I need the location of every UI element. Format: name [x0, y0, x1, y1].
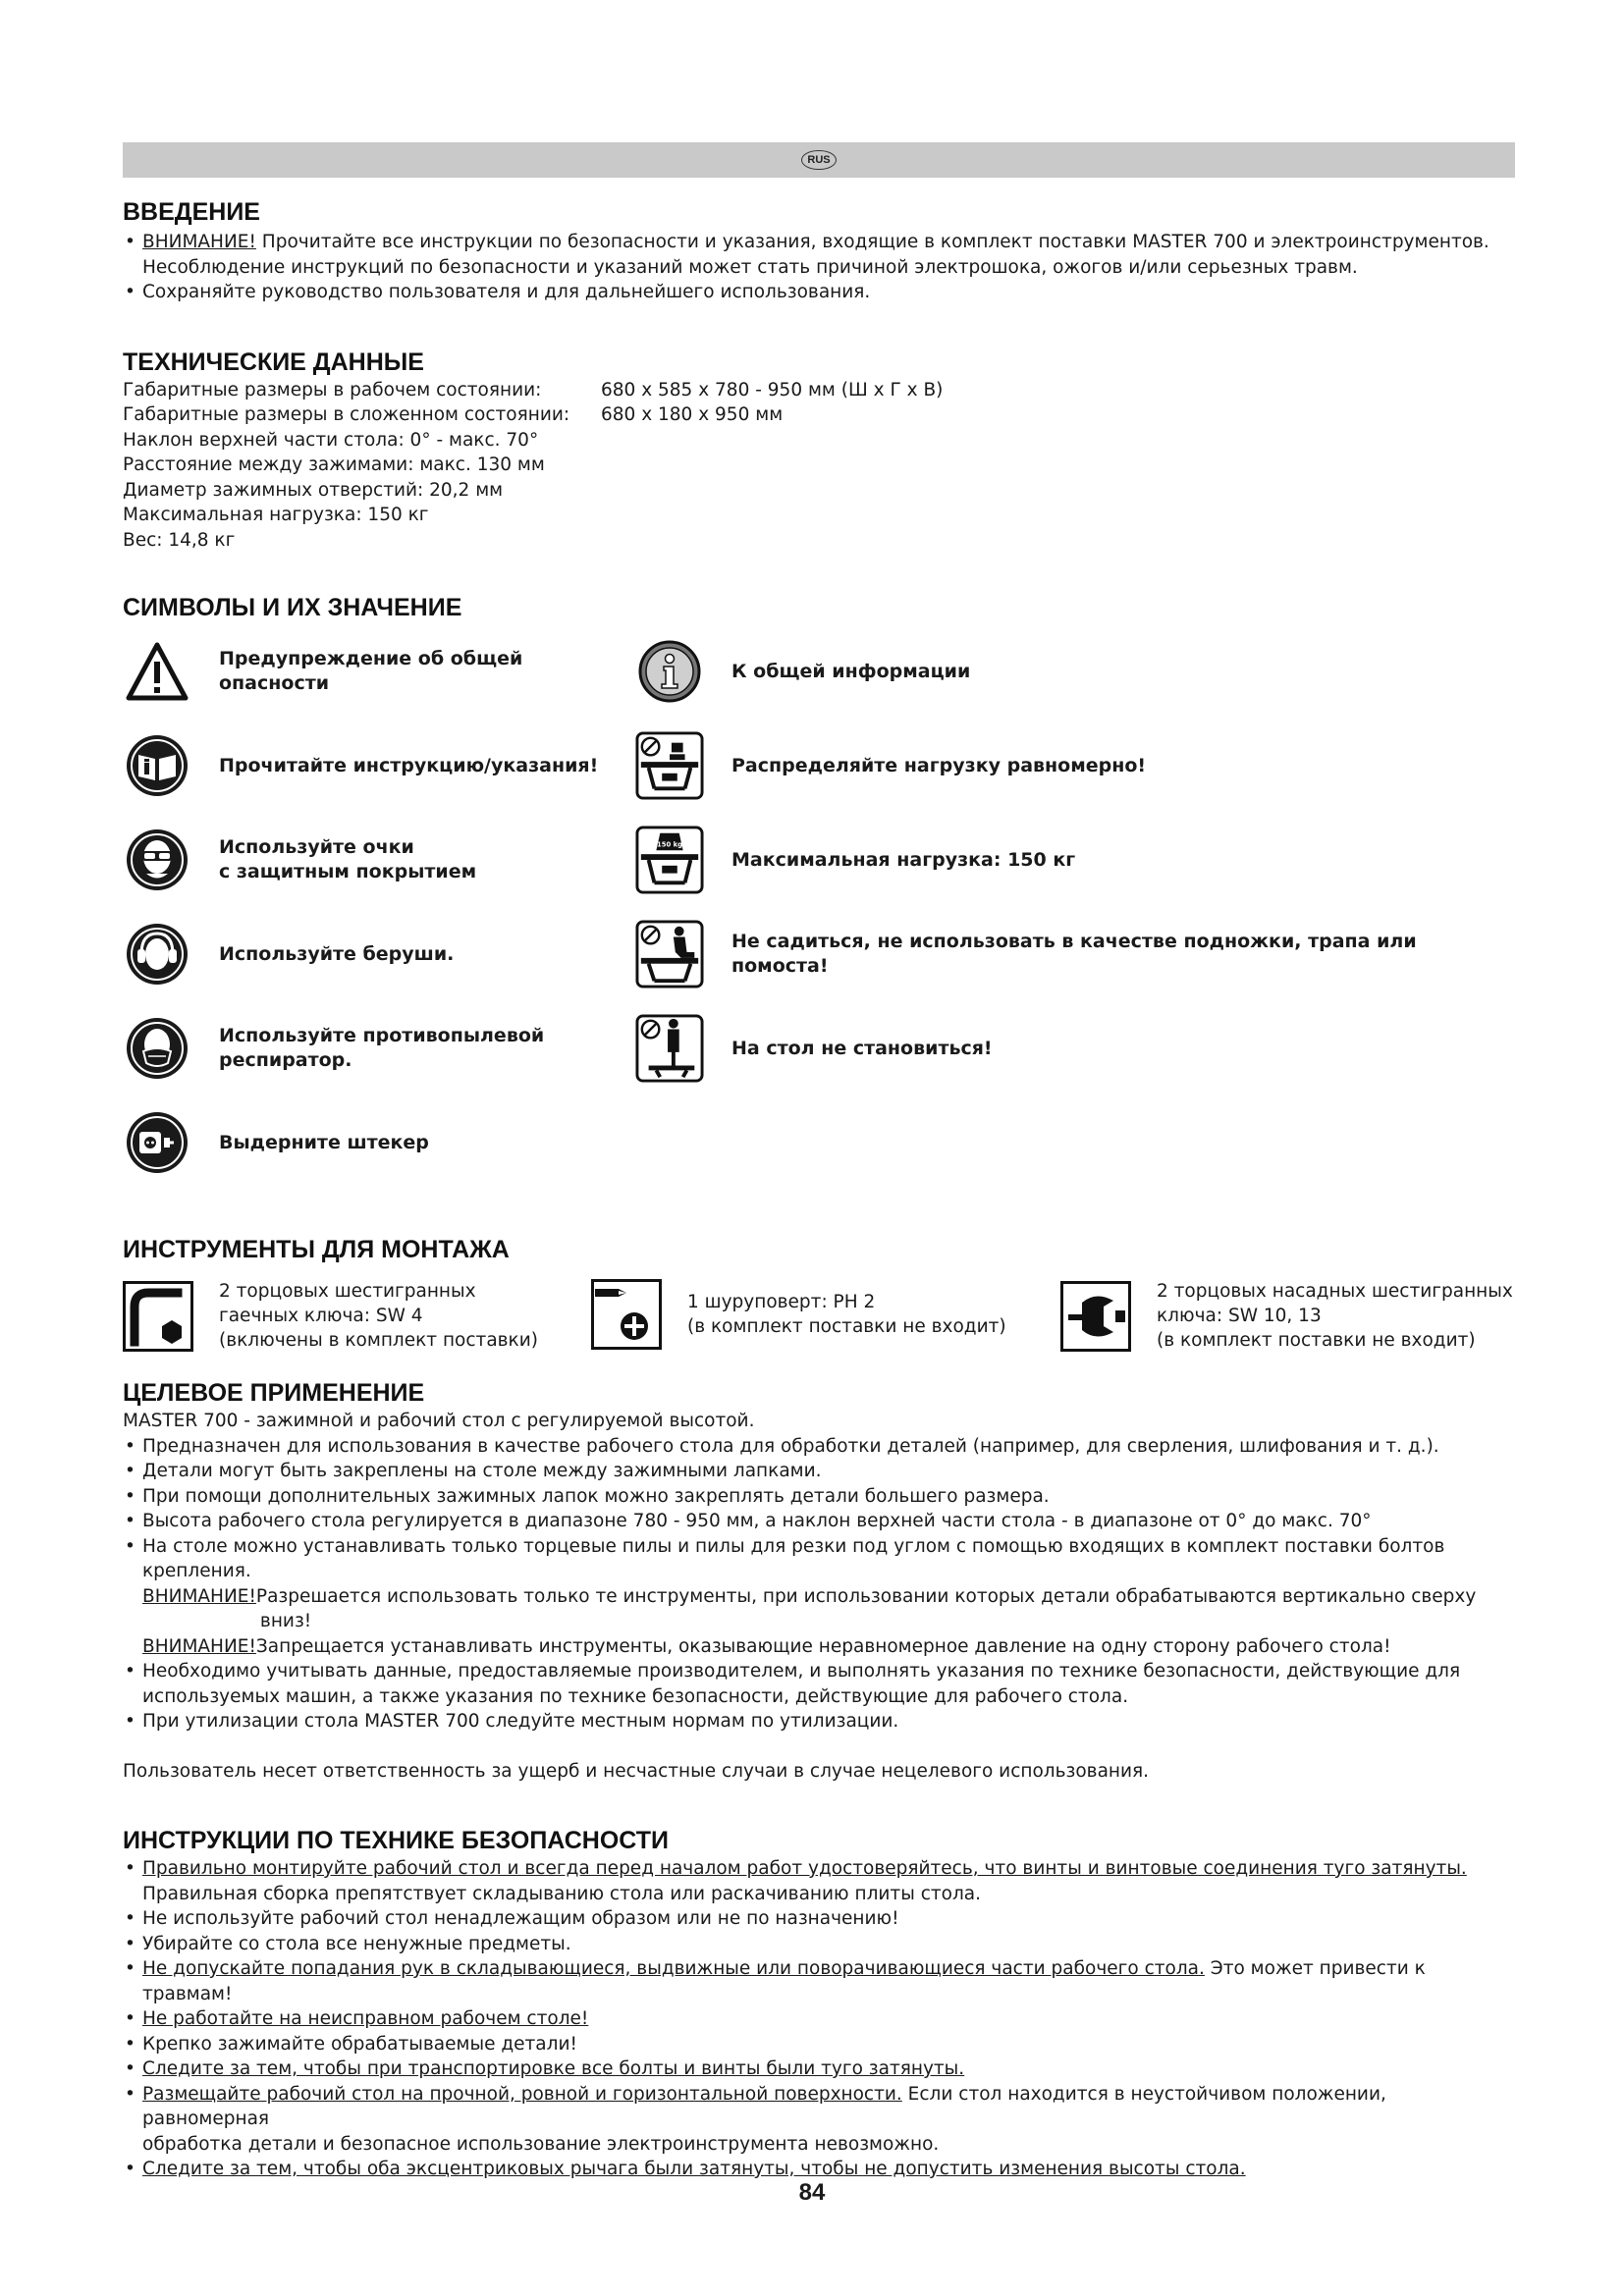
intro-warning — [123, 230, 1515, 280]
usage-warning-text: вниз! — [259, 1611, 312, 1631]
tech-row — [123, 503, 1515, 528]
dust-mask-icon — [125, 1016, 189, 1081]
safety-item — [123, 2082, 1515, 2158]
safety-item: • Не используйте рабочий стол ненадлежащим образом или не по назначению! — [123, 1906, 1515, 1932]
symbol-label: Выдерните штекер — [219, 1131, 429, 1153]
symbol-ear-protection — [123, 920, 454, 988]
section-title-safety: ИНСТРУКЦИИ ПО ТЕХНИКЕ БЕЗОПАСНОСТИ — [123, 1827, 669, 1854]
safety-item-text: Правильная сборка препятствует складыванию стола или раскачиванию плиты стола. — [142, 1883, 981, 1904]
safety-item-text: Не допускайте попадания рук в складывающиеся, выдвижные или поворачивающиеся части рабочего стола. — [142, 1958, 1205, 1979]
warning-label: ВНИМАНИЕ! — [142, 1585, 256, 1607]
usage-item: • Предназначен для использования в качестве рабочего стола для обработки деталей (например, для сверления, шлифования и т. д.). — [123, 1434, 1515, 1460]
ear-protection-icon — [125, 922, 189, 987]
intro-warning-text-2: Несоблюдение инструкций по безопасности и указаний может стать причиной электрошока, ожогов и/или серьезных травм. — [142, 256, 1358, 278]
tool-text: (в комплект поставки не входит) — [687, 1316, 1006, 1337]
safety-item: • Убирайте со стола все ненужные предметы. — [123, 1932, 1515, 1957]
section-title-tech: ТЕХНИЧЕСКИЕ ДАННЫЕ — [123, 347, 424, 376]
usage-item — [123, 1659, 1515, 1709]
symbol-label: На стол не становиться! — [731, 1037, 993, 1059]
intro-keep-manual: • Сохраняйте руководство пользователя и для дальнейшего использования. — [123, 280, 1515, 305]
tool-socket-wrench — [1060, 1279, 1513, 1353]
symbol-label: К общей информации — [731, 660, 971, 682]
tech-row — [123, 378, 1515, 403]
tool-text: (включены в комплект поставки) — [219, 1330, 538, 1351]
symbol-distribute-load — [635, 731, 1146, 800]
tech-row — [123, 402, 1515, 428]
usage-liability: Пользователь несет ответственность за ущерб и несчастные случаи в случае нецелевого использования. — [123, 1760, 1150, 1782]
warning-label: ВНИМАНИЕ! — [142, 232, 256, 252]
read-manual-icon — [125, 733, 189, 798]
no-standing-icon — [635, 1013, 704, 1084]
usage-item — [123, 1534, 1515, 1584]
symbol-label: Прочитайте инструкцию/указания! — [219, 754, 599, 776]
symbol-label: Предупреждение об общей — [219, 648, 523, 669]
intro-warning-text: Прочитайте все инструкции по безопасности и указания, входящие в комплект поставки MASTER 700 и электроинструментов. — [255, 232, 1489, 252]
symbol-label: Максимальная нагрузка: 150 кг — [731, 848, 1076, 871]
usage-item: • При помощи дополнительных зажимных лапок можно закреплять детали большего размера. — [123, 1484, 1515, 1510]
safety-item-text: Не работайте на неисправном рабочем столе! — [142, 2008, 589, 2029]
socket-wrench-icon — [1060, 1281, 1131, 1352]
tech-row — [123, 528, 1515, 554]
page-content — [123, 196, 1515, 2182]
tech-key: Габаритные размеры в сложенном состоянии: — [123, 404, 570, 425]
section-title-usage: ЦЕЛЕВОЕ ПРИМЕНЕНИЕ — [123, 1379, 425, 1407]
warning-triangle-icon — [126, 642, 189, 701]
usage-warning-1 — [123, 1584, 1515, 1634]
header-bar — [123, 142, 1515, 178]
safety-item-text: Правильно монтируйте рабочий стол и всегда перед началом работ удостоверяйтесь, что винты и винтовые соединения туго затянуты. — [142, 1858, 1467, 1879]
safety-item — [123, 1956, 1515, 2006]
symbol-label: респиратор. — [219, 1049, 352, 1071]
language-badge: RUS — [801, 150, 836, 170]
safety-goggles-icon — [125, 828, 189, 892]
symbol-label: Распределяйте нагрузку равномерно! — [731, 754, 1147, 776]
screwdriver-icon — [591, 1279, 662, 1350]
safety-item-text: Следите за тем, чтобы при транспортировке все болты и винты были туго затянуты. — [142, 2058, 965, 2079]
tool-text: 2 торцовых шестигранных — [219, 1281, 476, 1302]
tech-key: Наклон верхней части стола: 0° - макс. 70° — [123, 429, 539, 451]
tech-row — [123, 478, 1515, 504]
safety-item: • Крепко зажимайте обрабатываемые детали! — [123, 2032, 1515, 2057]
tech-key: Вес: 14,8 кг — [123, 529, 236, 551]
safety-list — [123, 1856, 1515, 2182]
usage-item-text: Необходимо учитывать данные, предоставляемые производителем, и выполнять указания по технике безопасности, действующие для — [142, 1661, 1461, 1682]
section-title-symbols: СИМВОЛЫ И ИХ ЗНАЧЕНИЕ — [123, 594, 462, 621]
usage-item: • Высота рабочего стола регулируется в диапазоне 780 - 950 мм, а наклон верхней части стола - в диапазоне от 0° до макс. 70° — [123, 1509, 1515, 1534]
tools-row — [123, 1279, 1515, 1367]
symbol-dust-mask — [123, 1014, 544, 1083]
no-sitting-icon — [635, 919, 704, 989]
max-load-weight-text: 150 kg — [657, 840, 682, 849]
symbol-max-load — [635, 826, 1075, 894]
intro-list — [123, 230, 1515, 305]
usage-item-text: крепления. — [142, 1561, 251, 1581]
usage-warning-2 — [123, 1634, 1515, 1660]
usage-item-text: На столе можно устанавливать только торцевые пилы и пилы для резки под углом с помощью входящих в комплект поставки болтов — [142, 1535, 1445, 1557]
usage-list-2 — [123, 1659, 1515, 1735]
info-icon — [637, 639, 702, 704]
section-title-intro: ВВЕДЕНИЕ — [123, 198, 260, 226]
usage-warning-text: Запрещается устанавливать инструменты, оказывающие неравномерное давление на одну сторону рабочего стола! — [255, 1635, 1391, 1657]
symbol-no-sitting — [635, 920, 1515, 988]
tool-text: (в комплект поставки не входит) — [1157, 1330, 1476, 1351]
tech-data-list — [123, 378, 1515, 554]
tech-key: Диаметр зажимных отверстий: 20,2 мм — [123, 479, 504, 501]
tech-key: Расстояние между зажимами: макс. 130 мм — [123, 454, 545, 475]
symbol-label: опасности — [219, 672, 330, 694]
symbol-label: Используйте противопылевой — [219, 1025, 545, 1046]
symbol-label: Используйте очки — [219, 836, 414, 858]
tech-value: 680 x 585 x 780 - 950 мм (Ш x Г x В) — [601, 379, 944, 400]
tech-row — [123, 428, 1515, 454]
safety-item-text: Это может привести к травмам! — [142, 1958, 1426, 2004]
warning-label: ВНИМАНИЕ! — [142, 1635, 256, 1657]
tech-value: 680 x 180 x 950 мм — [601, 404, 784, 425]
safety-item — [123, 2157, 1515, 2182]
usage-item-text: используемых машин, а также указания по технике безопасности, действующие для рабочего стола. — [142, 1685, 1129, 1707]
tool-text: ключа: SW 10, 13 — [1157, 1306, 1322, 1326]
tech-key: Габаритные размеры в рабочем состоянии: — [123, 379, 542, 400]
symbols-grid — [123, 637, 1515, 1206]
usage-item: • Детали могут быть закреплены на столе между зажимными лапками. — [123, 1459, 1515, 1484]
usage-item: • При утилизации стола MASTER 700 следуйте местным нормам по утилизации. — [123, 1709, 1515, 1735]
tool-hex-key — [123, 1279, 538, 1353]
symbol-safety-goggles — [123, 826, 476, 894]
symbol-label: Не садиться, не использовать в качестве подножки, трапа или помоста! — [731, 931, 1417, 977]
tool-screwdriver — [591, 1279, 1006, 1350]
symbol-unplug — [123, 1108, 429, 1177]
distribute-load-icon — [635, 730, 704, 801]
usage-list — [123, 1434, 1515, 1584]
tech-row — [123, 453, 1515, 478]
usage-lead: MASTER 700 - зажимной и рабочий стол с регулируемой высотой. — [123, 1411, 755, 1431]
max-load-icon — [635, 825, 704, 895]
symbol-general-warning — [123, 637, 522, 706]
symbol-no-standing — [635, 1014, 993, 1083]
page-number: 84 — [798, 2179, 826, 2206]
safety-item-text: обработка детали и безопасное использование электроинструмента невозможно. — [142, 2133, 940, 2155]
safety-item — [123, 1856, 1515, 1906]
safety-item-text: Следите за тем, чтобы оба эксцентриковых рычага были затянуты, чтобы не допустить изменения высоты стола. — [142, 2159, 1246, 2179]
safety-item — [123, 2056, 1515, 2082]
hex-key-icon — [123, 1281, 193, 1352]
usage-warning-text: Разрешается использовать только те инструменты, при использовании которых детали обрабатываются вертикально сверху — [255, 1585, 1477, 1607]
safety-item — [123, 2006, 1515, 2032]
tool-text: 2 торцовых насадных шестигранных — [1157, 1281, 1513, 1302]
unplug-icon — [125, 1110, 189, 1175]
symbol-general-info — [635, 637, 970, 706]
tech-key: Максимальная нагрузка: 150 кг — [123, 505, 429, 525]
tool-text: 1 шуруповерт: PH 2 — [687, 1292, 876, 1312]
section-title-tools: ИНСТРУМЕНТЫ ДЛЯ МОНТАЖА — [123, 1236, 510, 1263]
safety-item-text: Если стол находится в неустойчивом положении, равномерная — [142, 2083, 1386, 2129]
symbol-label: с защитным покрытием — [219, 861, 477, 882]
symbol-read-manual — [123, 731, 598, 800]
tool-text: гаечных ключа: SW 4 — [219, 1306, 423, 1326]
safety-item-text: Размещайте рабочий стол на прочной, ровной и горизонтальной поверхности. — [142, 2083, 902, 2105]
symbol-label: Используйте беруши. — [219, 942, 455, 965]
